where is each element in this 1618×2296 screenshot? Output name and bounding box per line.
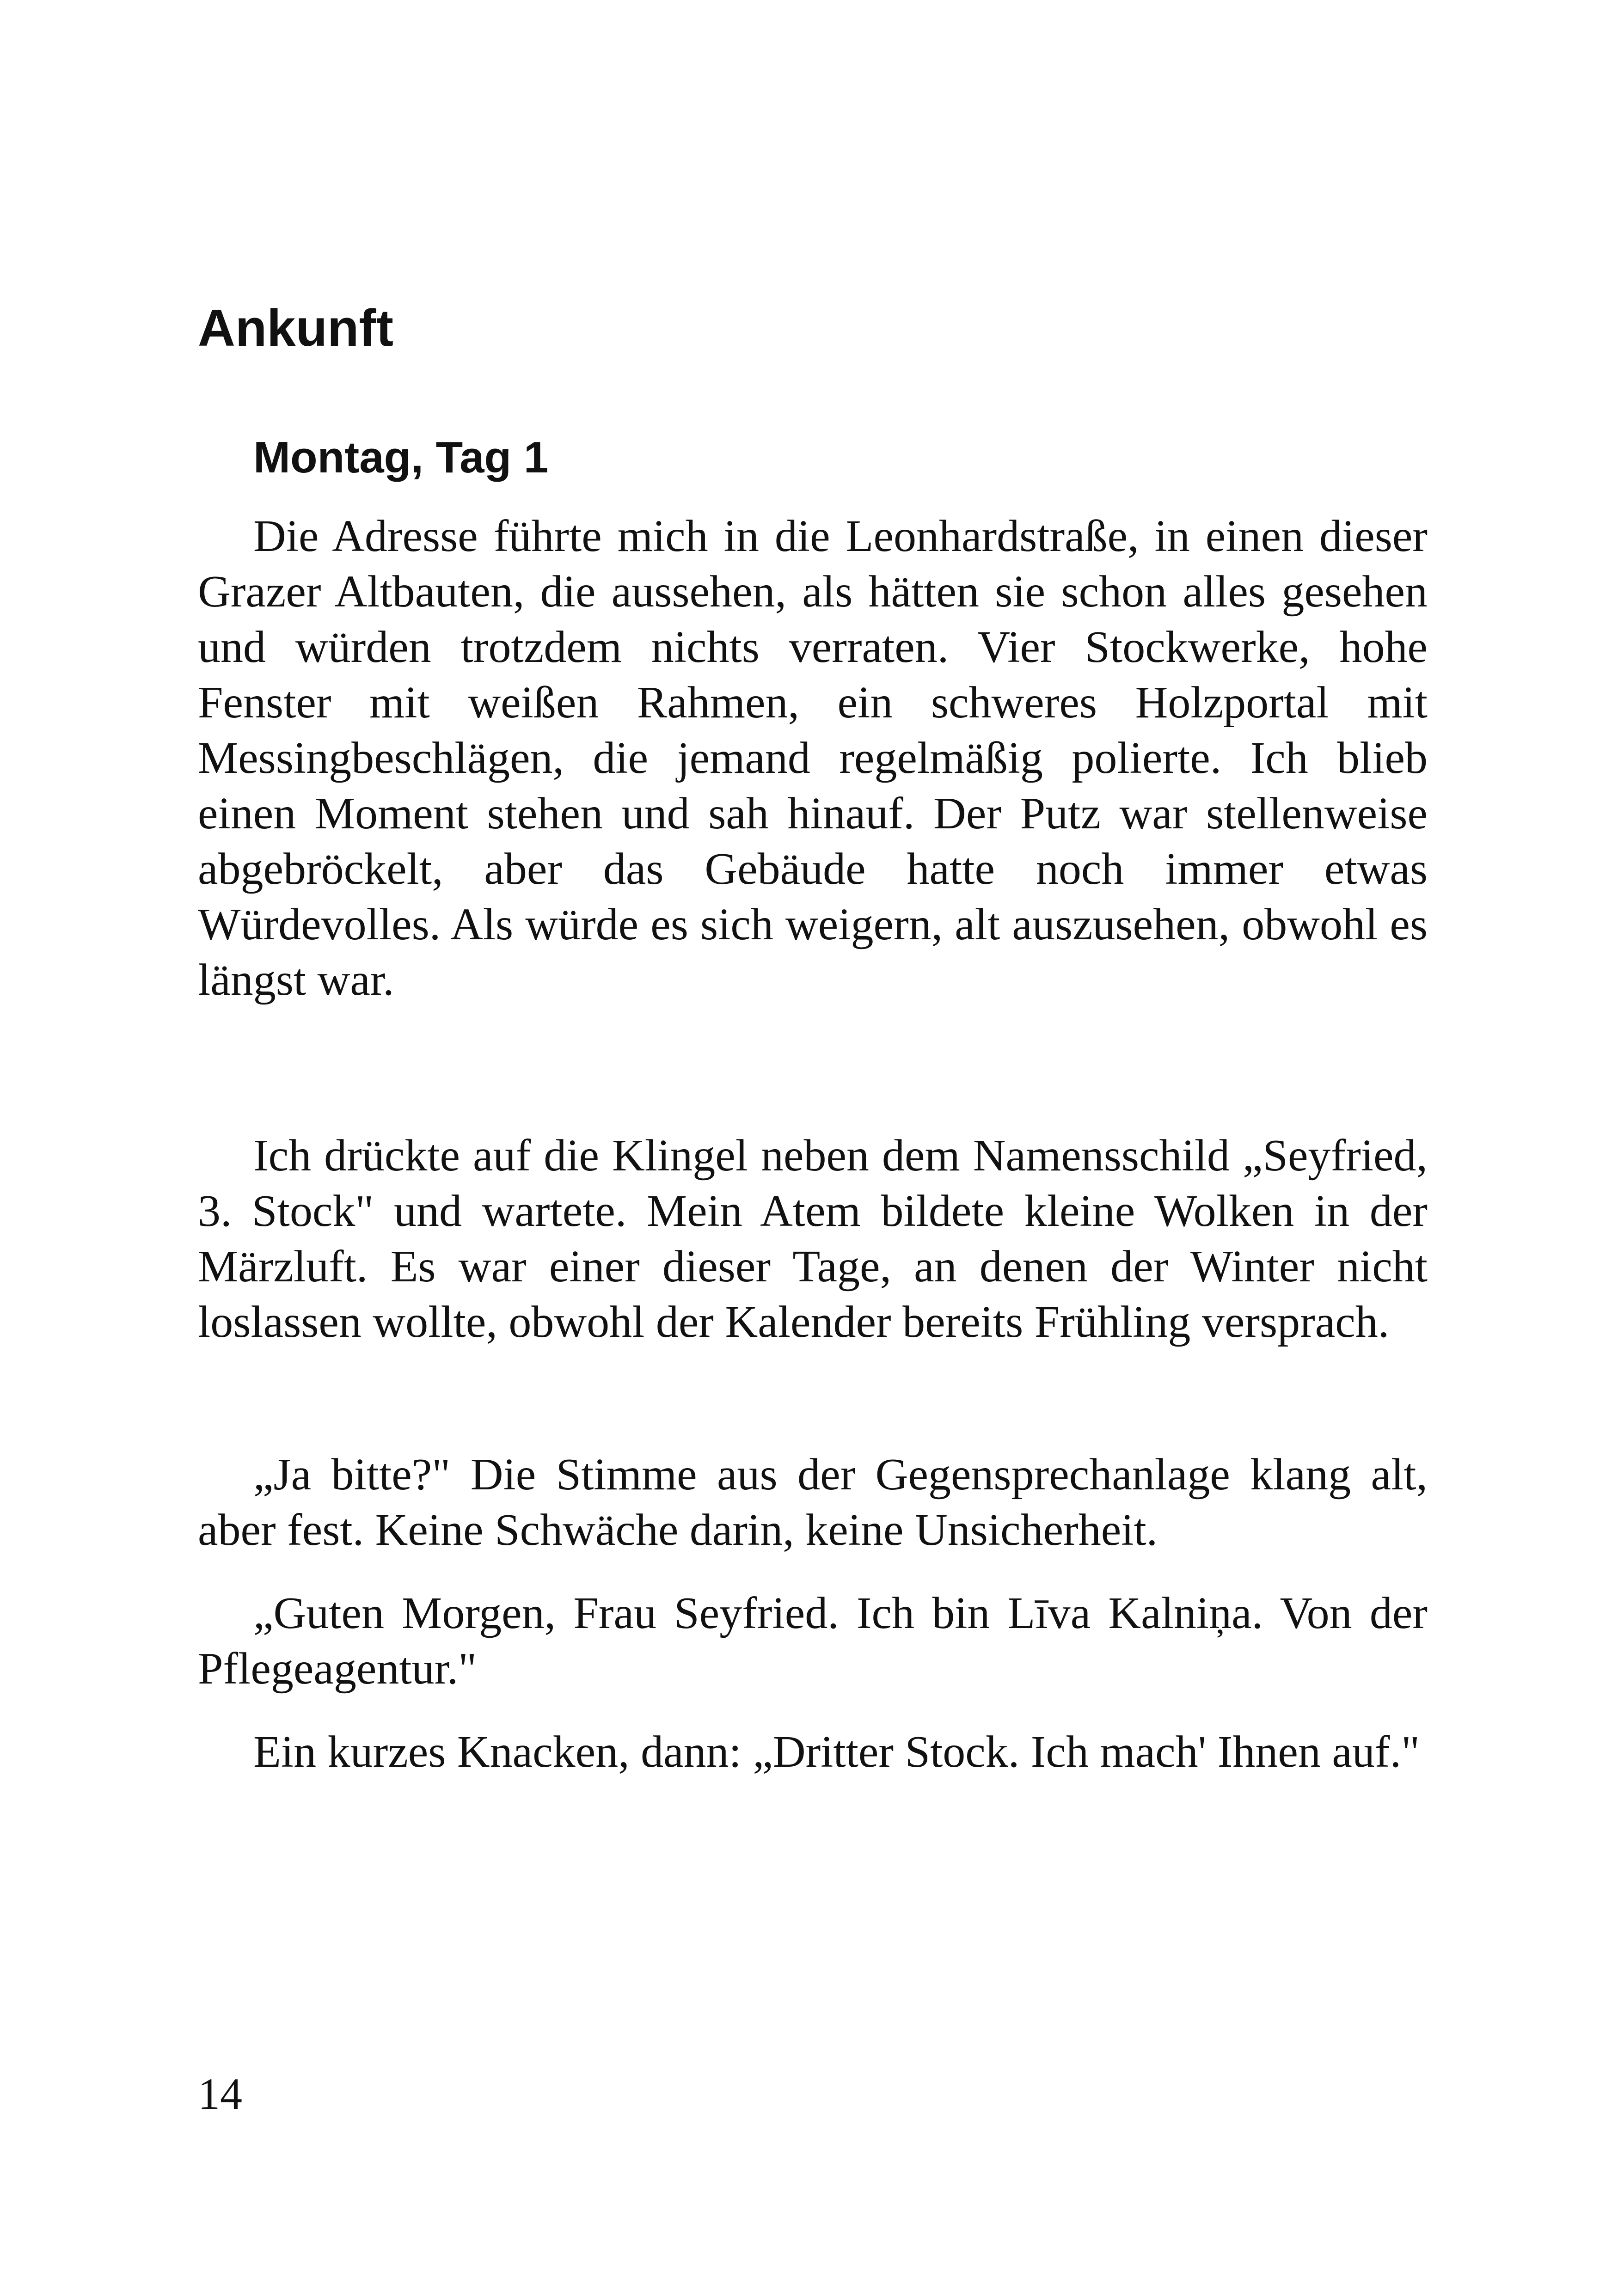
paragraph-4: „Guten Morgen, Frau Seyfried. Ich bin Līva Kalniņa. Von der Pflegeagentur." <box>198 1588 1428 1694</box>
page-number: 14 <box>198 2069 242 2118</box>
paragraph-1: Die Adresse führte mich in die Leonhardstraße, in einen dieser Grazer Altbauten, die aussehen, als hätten sie schon alles gesehen und würden trotzdem nichts verraten. Vier Stockwerke, hohe Fenster mit weißen Rahmen, ein schweres Holzportal mit Messingbeschlägen, die jemand regelmäßig polierte. Ich blieb einen Moment stehen und sah hinauf. Der Putz war stellenweise abgebröckelt, aber das Gebäude hatte noch immer etwas Würdevolles. Als würde es sich weigern, alt auszusehen, obwohl es längst war. <box>198 511 1428 1005</box>
paragraph-5: Ein kurzes Knacken, dann: „Dritter Stock. Ich mach' Ihnen auf." <box>253 1727 1420 1777</box>
section-heading: Montag, Tag 1 <box>253 433 549 482</box>
paragraph-2: Ich drückte auf die Klingel neben dem Namensschild „Seyfried, 3. Stock" und wartete. Mein Atem bildete kleine Wolken in der Märzluft. Es war einer dieser Tage, an denen der Winter nicht loslassen wollte, obwohl der Kalender bereits Frühling versprach. <box>198 1131 1428 1347</box>
chapter-title: Ankunft <box>198 299 394 357</box>
paragraph-3: „Ja bitte?" Die Stimme aus der Gegensprechanlage klang alt, aber fest. Keine Schwäche darin, keine Unsicherheit. <box>198 1450 1428 1555</box>
